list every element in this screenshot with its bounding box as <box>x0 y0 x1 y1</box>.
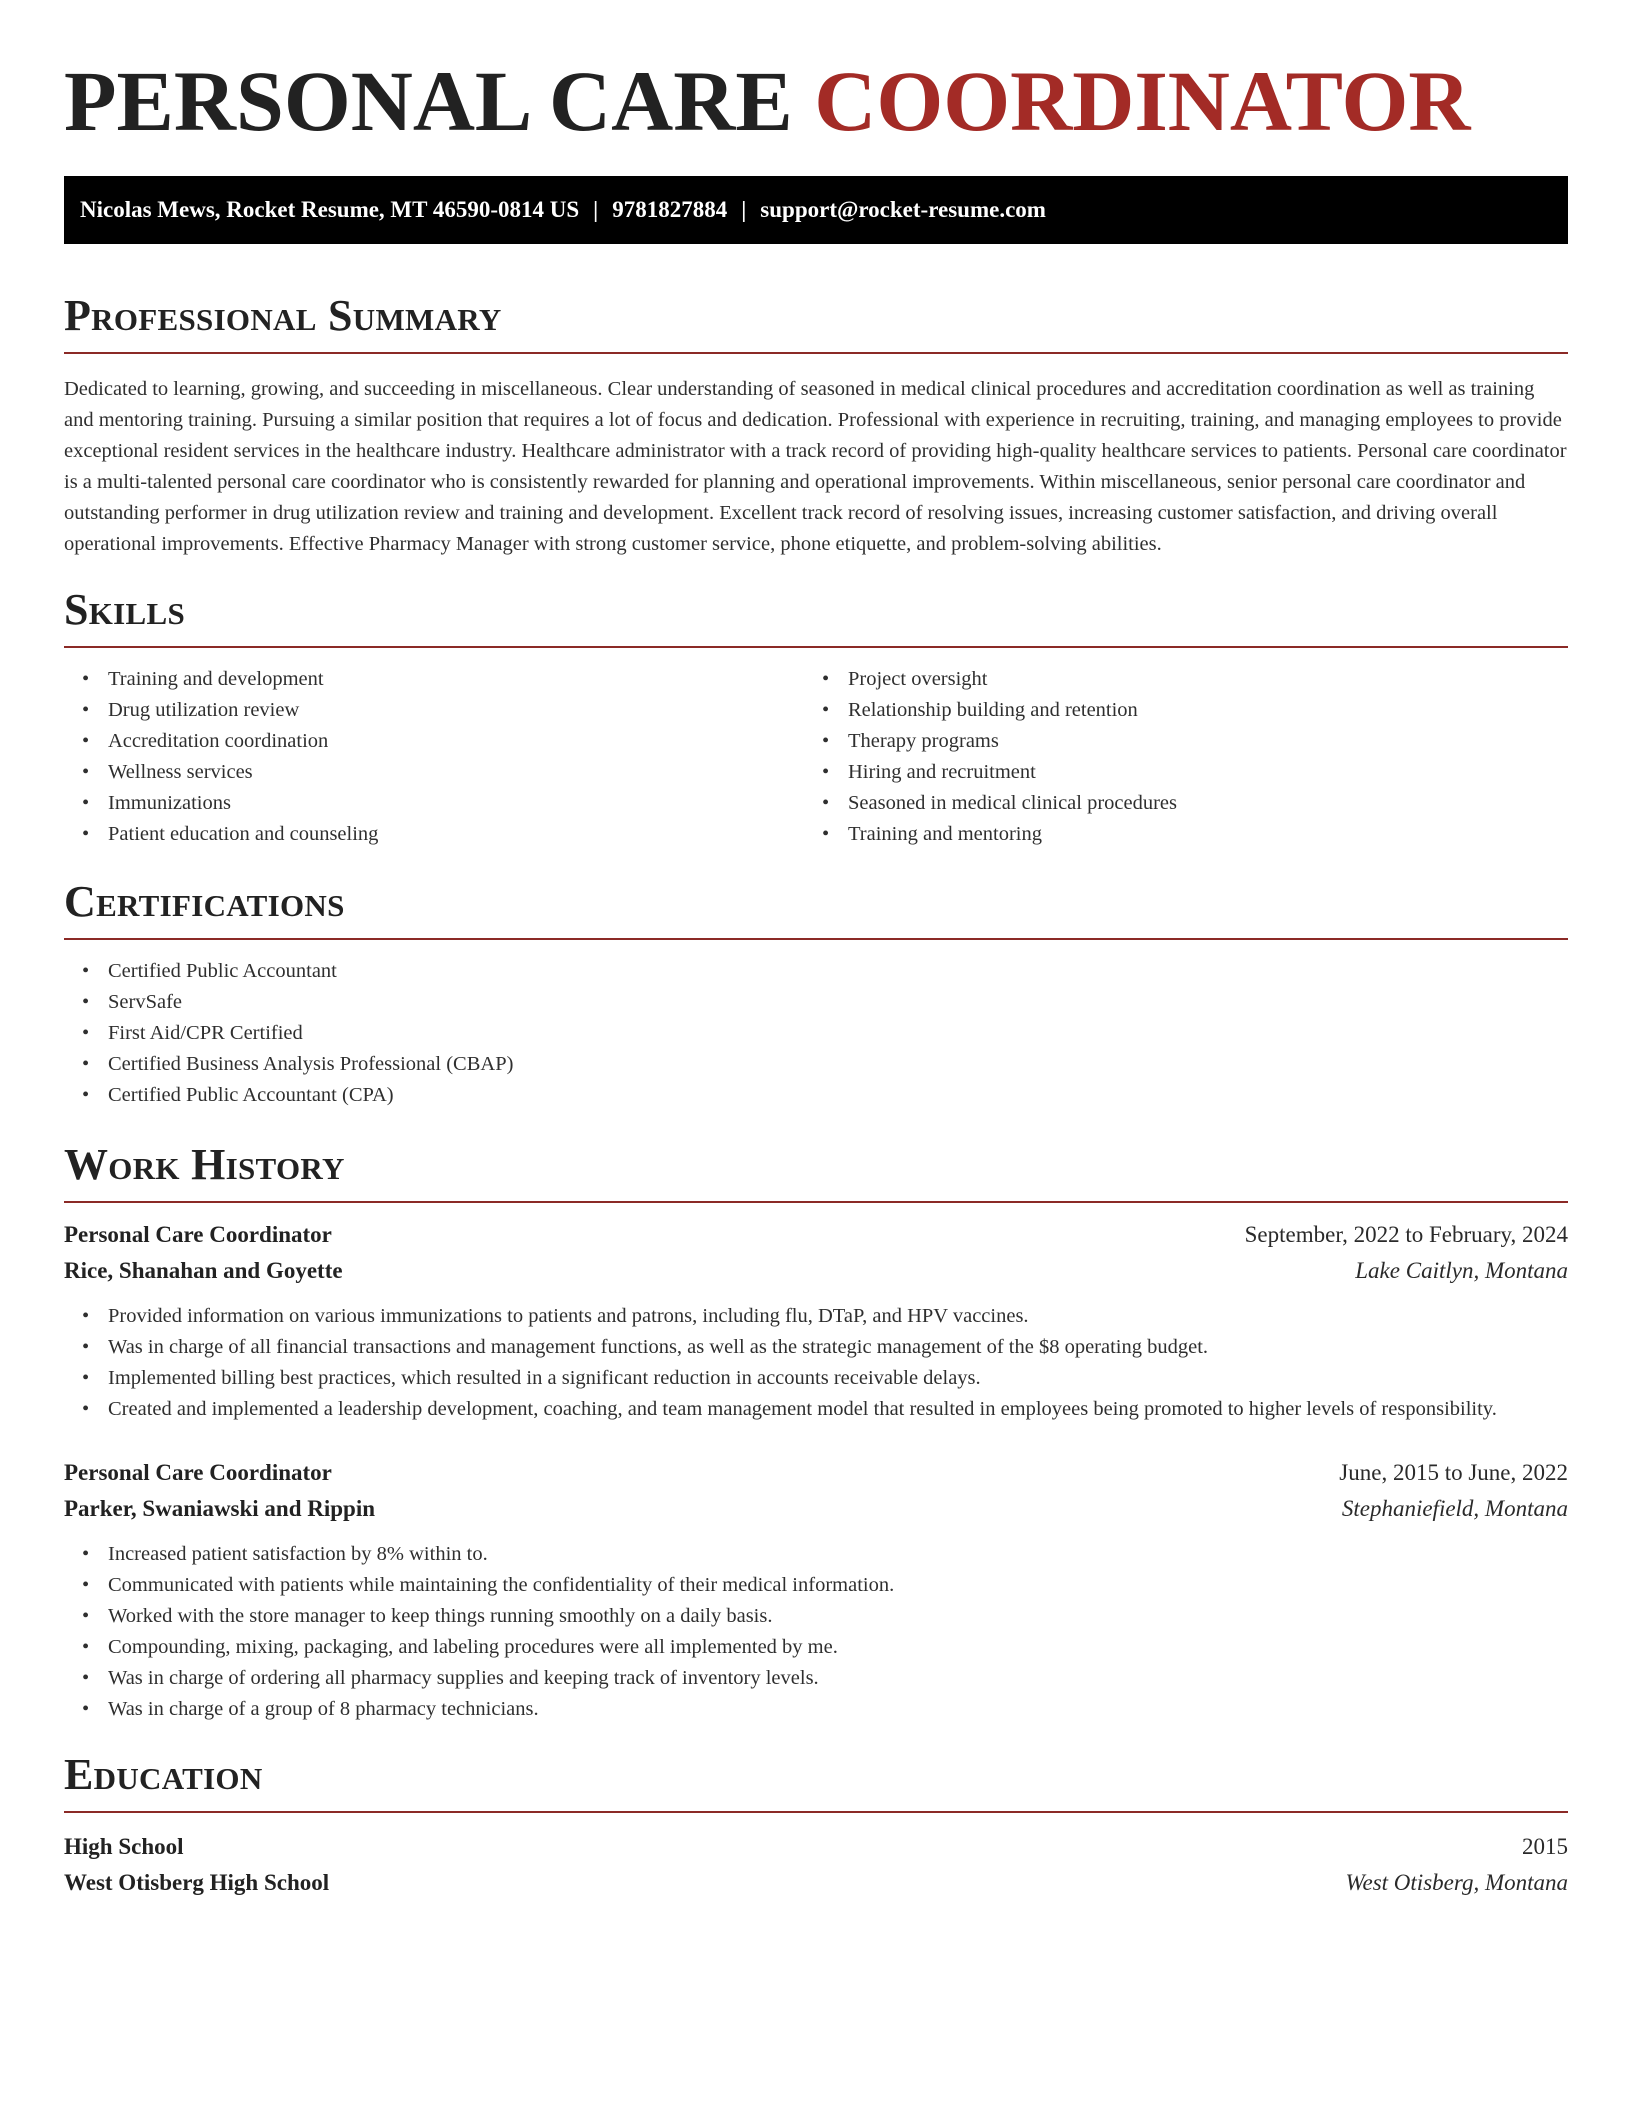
list-item: • Was in charge of ordering all pharmacy supplies and keeping track of inventory levels. <box>64 1663 1568 1694</box>
list-item: • First Aid/CPR Certified <box>64 1018 1568 1049</box>
list-item: • Relationship building and retention <box>804 695 1544 726</box>
list-item: • Increased patient satisfaction by 8% within to. <box>64 1539 1568 1570</box>
section-heading-summary: Professional Summary <box>64 291 502 340</box>
list-item: • ServSafe <box>64 987 1568 1018</box>
job-location: Lake Caitlyn, Montana <box>1355 1258 1568 1283</box>
page-title <box>64 0 1568 149</box>
list-item: • Communicated with patients while maintaining the confidentiality of their medical information. <box>64 1570 1568 1601</box>
list-item: • Was in charge of a group of 8 pharmacy technicians. <box>64 1694 1568 1725</box>
job-company-row <box>64 1491 1568 1527</box>
job-entry <box>64 1217 1568 1425</box>
certifications-list <box>64 956 1568 1111</box>
list-item: • Wellness services <box>64 757 804 788</box>
education-location: West Otisberg, Montana <box>1345 1870 1568 1895</box>
contact-phone[interactable]: 9781827884 <box>612 197 728 222</box>
job-title: Personal Care Coordinator <box>64 1222 332 1247</box>
list-item: • Implemented billing best practices, which resulted in a significant reduction in accounts receivable delays. <box>64 1363 1568 1394</box>
job-bullets <box>64 1539 1568 1725</box>
contact-separator: | <box>741 197 747 222</box>
contact-email[interactable]: support@rocket-resume.com <box>760 197 1046 222</box>
title-accent: COORDINATOR <box>814 53 1471 149</box>
job-entry <box>64 1455 1568 1725</box>
education-degree: High School <box>64 1834 184 1859</box>
list-item: • Created and implemented a leadership development, coaching, and team management model that resulted in employees being promoted to higher levels of responsibility. <box>64 1394 1568 1425</box>
list-item: • Certified Business Analysis Professional (CBAP) <box>64 1049 1568 1080</box>
list-item: • Was in charge of all financial transactions and management functions, as well as the strategic management of the $8 operating budget. <box>64 1332 1568 1363</box>
education-entry <box>64 1829 1568 1901</box>
certifications-section <box>64 877 1568 1111</box>
education-section <box>64 1750 1568 1901</box>
job-title: Personal Care Coordinator <box>64 1460 332 1485</box>
list-item: • Certified Public Accountant (CPA) <box>64 1080 1568 1111</box>
section-heading-skills: Skills <box>64 585 186 634</box>
list-item: • Patient education and counseling <box>64 819 804 850</box>
list-item: • Seasoned in medical clinical procedures <box>804 788 1544 819</box>
contact-bar <box>64 176 1568 244</box>
list-item: • Therapy programs <box>804 726 1544 757</box>
section-heading-certifications: Certifications <box>64 877 345 926</box>
skills-list-left <box>64 664 804 850</box>
section-divider <box>64 1201 1568 1203</box>
title-main: PERSONAL CARE <box>64 53 793 149</box>
list-item: • Certified Public Accountant <box>64 956 1568 987</box>
list-item: • Training and development <box>64 664 804 695</box>
work-history-section <box>64 1140 1568 1725</box>
list-item: • Immunizations <box>64 788 804 819</box>
education-school-row <box>64 1865 1568 1901</box>
list-item: • Compounding, mixing, packaging, and labeling procedures were all implemented by me. <box>64 1632 1568 1663</box>
section-heading-education: Education <box>64 1750 263 1799</box>
education-header-row <box>64 1829 1568 1865</box>
skills-grid <box>64 648 1568 850</box>
section-divider <box>64 938 1568 940</box>
skills-list-right <box>804 664 1544 850</box>
list-item: • Worked with the store manager to keep things running smoothly on a daily basis. <box>64 1601 1568 1632</box>
job-company: Rice, Shanahan and Goyette <box>64 1258 343 1283</box>
education-year: 2015 <box>1522 1834 1568 1859</box>
job-bullets <box>64 1301 1568 1425</box>
education-school: West Otisberg High School <box>64 1870 330 1895</box>
list-item: • Training and mentoring <box>804 819 1544 850</box>
job-dates: June, 2015 to June, 2022 <box>1339 1460 1568 1485</box>
list-item: • Project oversight <box>804 664 1544 695</box>
contact-separator: | <box>593 197 599 222</box>
summary-section <box>64 291 1568 560</box>
list-item: • Provided information on various immunizations to patients and patrons, including flu, DTaP, and HPV vaccines. <box>64 1301 1568 1332</box>
section-divider <box>64 352 1568 354</box>
section-divider <box>64 1811 1568 1813</box>
contact-address: Nicolas Mews, Rocket Resume, MT 46590-0814 US <box>80 197 580 222</box>
job-location: Stephaniefield, Montana <box>1341 1496 1568 1521</box>
job-header-row <box>64 1455 1568 1491</box>
summary-text: Dedicated to learning, growing, and succeeding in miscellaneous. Clear understanding of seasoned in medical clinical procedures and accreditation coordination as well as training and mentoring training. Pursuing a similar position that requires a lot of focus and dedication. Professional with experience in recruiting, training, and managing employees to provide exceptional resident services in the healthcare industry. Healthcare administrator with a track record of providing high-quality healthcare services to patients. Personal care coordinator is a multi-talented personal care coordinator who is consistently rewarded for planning and operational improvements. Within miscellaneous, senior personal care coordinator and outstanding performer in drug utilization review and training and development. Excellent track record of resolving issues, increasing customer satisfaction, and driving overall operational improvements. Effective Pharmacy Manager with strong customer service, phone etiquette, and problem-solving abilities. <box>64 378 1567 555</box>
list-item: • Drug utilization review <box>64 695 804 726</box>
list-item: • Hiring and recruitment <box>804 757 1544 788</box>
job-header-row <box>64 1217 1568 1253</box>
job-company-row <box>64 1253 1568 1289</box>
list-item: • Accreditation coordination <box>64 726 804 757</box>
job-dates: September, 2022 to February, 2024 <box>1244 1222 1568 1247</box>
section-heading-work: Work History <box>64 1140 345 1189</box>
skills-section <box>64 585 1568 850</box>
job-company: Parker, Swaniawski and Rippin <box>64 1496 376 1521</box>
